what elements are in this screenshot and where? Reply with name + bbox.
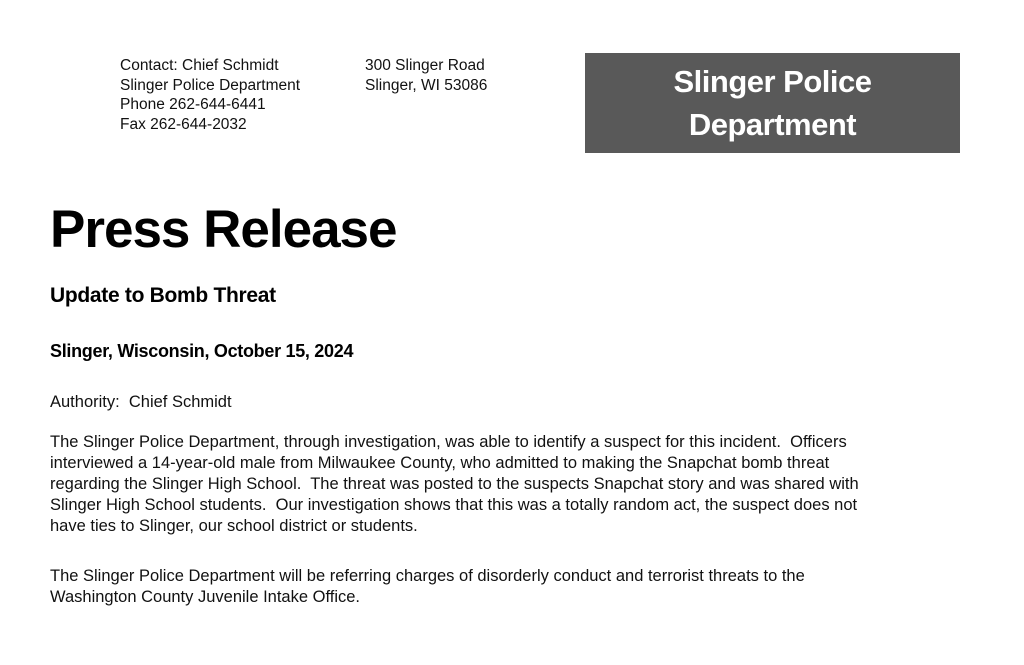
paragraph-line: regarding the Slinger High School. The threat was posted to the suspects Snapchat story and was shared with: [50, 475, 859, 493]
contact-name: Contact: Chief Schmidt: [120, 57, 279, 74]
address-street: 300 Slinger Road: [365, 57, 485, 74]
release-subtitle: Update to Bomb Threat: [50, 284, 276, 307]
paragraph-line: Washington County Juvenile Intake Office.: [50, 588, 361, 606]
body-paragraph-2: [50, 566, 950, 608]
contact-phone: Phone 262-644-6441: [120, 96, 266, 113]
paragraph-line: The Slinger Police Department, through investigation, was able to identify a suspect for this incident. Officers: [50, 433, 847, 451]
department-banner-line1: Slinger Police: [673, 64, 872, 99]
paragraph-line: have ties to Slinger, our school district or students.: [50, 517, 418, 535]
department-banner-line2: Department: [688, 107, 857, 142]
page-title: Press Release: [50, 200, 397, 259]
contact-fax: Fax 262-644-2032: [120, 115, 247, 133]
contact-block: [120, 56, 300, 134]
address-city: Slinger, WI 53086: [365, 76, 488, 94]
body-paragraph-1: [50, 432, 950, 537]
paragraph-line: interviewed a 14-year-old male from Milwaukee County, who admitted to making the Snapchat bomb threat: [50, 454, 830, 472]
paragraph-line: The Slinger Police Department will be referring charges of disorderly conduct and terrorist threats to the: [50, 567, 805, 585]
address-block: [365, 56, 487, 95]
dateline: Slinger, Wisconsin, October 15, 2024: [50, 341, 354, 361]
paragraph-line: Slinger High School students. Our investigation shows that this was a totally random act, the suspect does not: [50, 496, 858, 514]
department-banner: [585, 53, 960, 153]
contact-department: Slinger Police Department: [120, 76, 301, 94]
authority-line: Authority: Chief Schmidt: [50, 393, 232, 411]
